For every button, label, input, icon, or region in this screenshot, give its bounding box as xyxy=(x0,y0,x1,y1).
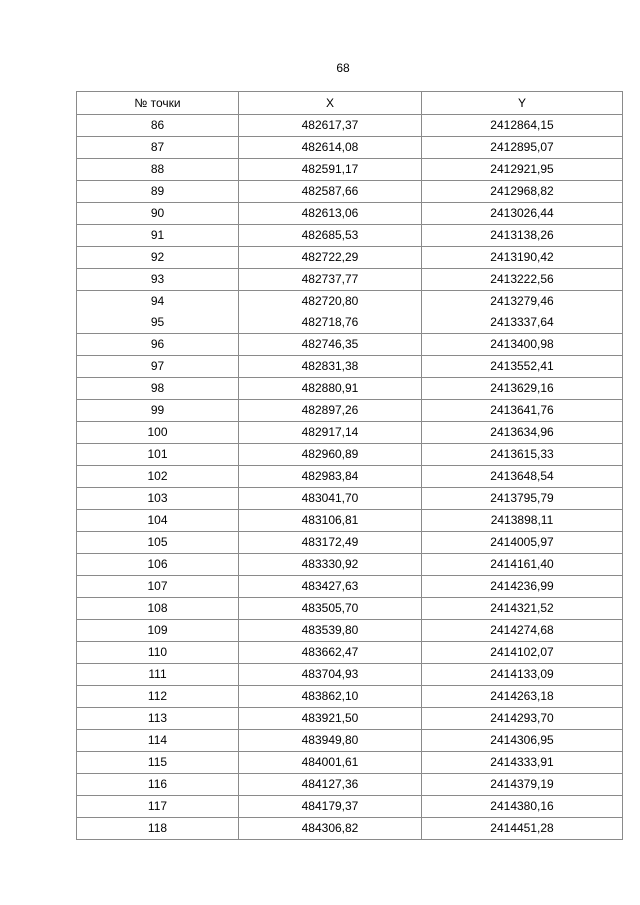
table-row xyxy=(77,159,623,181)
cell-y: 2412864,15 xyxy=(422,115,623,137)
cell-x: 483949,80 xyxy=(239,730,422,752)
coordinates-table xyxy=(76,91,623,840)
cell-x: 482614,08 xyxy=(239,137,422,159)
cell-point-number: 94 xyxy=(77,291,239,313)
cell-point-number: 103 xyxy=(77,488,239,510)
cell-y: 2414102,07 xyxy=(422,642,623,664)
cell-x: 482880,91 xyxy=(239,378,422,400)
cell-x: 482685,53 xyxy=(239,225,422,247)
cell-point-number: 95 xyxy=(77,312,239,334)
cell-point-number: 101 xyxy=(77,444,239,466)
cell-y: 2413648,54 xyxy=(422,466,623,488)
cell-x: 482587,66 xyxy=(239,181,422,203)
cell-x: 483427,63 xyxy=(239,576,422,598)
table-row xyxy=(77,247,623,269)
cell-y: 2414379,19 xyxy=(422,774,623,796)
cell-point-number: 99 xyxy=(77,400,239,422)
cell-y: 2414451,28 xyxy=(422,818,623,840)
table-body xyxy=(77,115,623,840)
cell-point-number: 118 xyxy=(77,818,239,840)
cell-x: 482613,06 xyxy=(239,203,422,225)
cell-point-number: 93 xyxy=(77,269,239,291)
cell-point-number: 117 xyxy=(77,796,239,818)
cell-x: 483539,80 xyxy=(239,620,422,642)
cell-point-number: 115 xyxy=(77,752,239,774)
cell-y: 2412921,95 xyxy=(422,159,623,181)
table-row xyxy=(77,620,623,642)
cell-y: 2413400,98 xyxy=(422,334,623,356)
table-row xyxy=(77,664,623,686)
table-row xyxy=(77,269,623,291)
table-row xyxy=(77,334,623,356)
cell-y: 2413190,42 xyxy=(422,247,623,269)
table-row xyxy=(77,444,623,466)
cell-point-number: 102 xyxy=(77,466,239,488)
table-row xyxy=(77,203,623,225)
cell-y: 2414293,70 xyxy=(422,708,623,730)
cell-x: 482591,17 xyxy=(239,159,422,181)
cell-x: 483505,70 xyxy=(239,598,422,620)
table-row xyxy=(77,686,623,708)
cell-y: 2413279,46 xyxy=(422,291,623,313)
cell-point-number: 100 xyxy=(77,422,239,444)
cell-y: 2414274,68 xyxy=(422,620,623,642)
cell-y: 2413026,44 xyxy=(422,203,623,225)
cell-x: 482960,89 xyxy=(239,444,422,466)
table-row xyxy=(77,488,623,510)
cell-y: 2413615,33 xyxy=(422,444,623,466)
cell-point-number: 109 xyxy=(77,620,239,642)
cell-y: 2414263,18 xyxy=(422,686,623,708)
cell-x: 483662,47 xyxy=(239,642,422,664)
cell-point-number: 108 xyxy=(77,598,239,620)
cell-y: 2413138,26 xyxy=(422,225,623,247)
cell-x: 483172,49 xyxy=(239,532,422,554)
cell-y: 2414306,95 xyxy=(422,730,623,752)
cell-y: 2413898,11 xyxy=(422,510,623,532)
cell-y: 2413629,16 xyxy=(422,378,623,400)
header-y: Y xyxy=(422,92,623,115)
table-row xyxy=(77,752,623,774)
cell-y: 2414333,91 xyxy=(422,752,623,774)
table-row xyxy=(77,181,623,203)
cell-point-number: 97 xyxy=(77,356,239,378)
cell-y: 2413337,64 xyxy=(422,312,623,334)
cell-point-number: 114 xyxy=(77,730,239,752)
cell-x: 483862,10 xyxy=(239,686,422,708)
cell-x: 482718,76 xyxy=(239,312,422,334)
table-row xyxy=(77,312,623,334)
cell-y: 2414236,99 xyxy=(422,576,623,598)
table-row xyxy=(77,356,623,378)
table-header-row xyxy=(77,92,623,115)
cell-x: 483704,93 xyxy=(239,664,422,686)
cell-y: 2414380,16 xyxy=(422,796,623,818)
table-row xyxy=(77,400,623,422)
cell-point-number: 111 xyxy=(77,664,239,686)
table-row xyxy=(77,422,623,444)
cell-x: 482917,14 xyxy=(239,422,422,444)
cell-point-number: 89 xyxy=(77,181,239,203)
cell-point-number: 104 xyxy=(77,510,239,532)
cell-x: 482722,29 xyxy=(239,247,422,269)
cell-point-number: 86 xyxy=(77,115,239,137)
header-point-number: № точки xyxy=(77,92,239,115)
cell-y: 2412968,82 xyxy=(422,181,623,203)
table-row xyxy=(77,225,623,247)
cell-point-number: 90 xyxy=(77,203,239,225)
table-row xyxy=(77,115,623,137)
cell-y: 2414133,09 xyxy=(422,664,623,686)
cell-y: 2413795,79 xyxy=(422,488,623,510)
cell-point-number: 92 xyxy=(77,247,239,269)
table-row xyxy=(77,598,623,620)
table-row xyxy=(77,708,623,730)
cell-x: 482617,37 xyxy=(239,115,422,137)
cell-x: 483106,81 xyxy=(239,510,422,532)
cell-y: 2412895,07 xyxy=(422,137,623,159)
cell-point-number: 106 xyxy=(77,554,239,576)
cell-point-number: 113 xyxy=(77,708,239,730)
cell-point-number: 112 xyxy=(77,686,239,708)
cell-x: 482831,38 xyxy=(239,356,422,378)
cell-x: 482897,26 xyxy=(239,400,422,422)
cell-y: 2413634,96 xyxy=(422,422,623,444)
cell-y: 2414321,52 xyxy=(422,598,623,620)
cell-x: 482720,80 xyxy=(239,291,422,313)
table-row xyxy=(77,642,623,664)
cell-point-number: 98 xyxy=(77,378,239,400)
cell-x: 483041,70 xyxy=(239,488,422,510)
cell-point-number: 91 xyxy=(77,225,239,247)
cell-x: 484306,82 xyxy=(239,818,422,840)
cell-point-number: 105 xyxy=(77,532,239,554)
table-row xyxy=(77,378,623,400)
table-row xyxy=(77,818,623,840)
cell-y: 2413552,41 xyxy=(422,356,623,378)
cell-point-number: 107 xyxy=(77,576,239,598)
cell-y: 2414161,40 xyxy=(422,554,623,576)
table-row xyxy=(77,576,623,598)
table-row xyxy=(77,137,623,159)
cell-x: 484179,37 xyxy=(239,796,422,818)
table-row xyxy=(77,532,623,554)
cell-point-number: 88 xyxy=(77,159,239,181)
cell-x: 483330,92 xyxy=(239,554,422,576)
table-row xyxy=(77,796,623,818)
header-x: X xyxy=(239,92,422,115)
cell-y: 2413641,76 xyxy=(422,400,623,422)
table-row xyxy=(77,554,623,576)
table-row xyxy=(77,291,623,313)
cell-y: 2413222,56 xyxy=(422,269,623,291)
cell-x: 482737,77 xyxy=(239,269,422,291)
cell-x: 484001,61 xyxy=(239,752,422,774)
cell-point-number: 116 xyxy=(77,774,239,796)
cell-y: 2414005,97 xyxy=(422,532,623,554)
page-number: 68 xyxy=(336,61,350,75)
cell-point-number: 110 xyxy=(77,642,239,664)
cell-x: 484127,36 xyxy=(239,774,422,796)
table-row xyxy=(77,730,623,752)
cell-point-number: 96 xyxy=(77,334,239,356)
cell-x: 482983,84 xyxy=(239,466,422,488)
cell-point-number: 87 xyxy=(77,137,239,159)
table-row xyxy=(77,510,623,532)
cell-x: 482746,35 xyxy=(239,334,422,356)
cell-x: 483921,50 xyxy=(239,708,422,730)
table-row xyxy=(77,466,623,488)
table-row xyxy=(77,774,623,796)
